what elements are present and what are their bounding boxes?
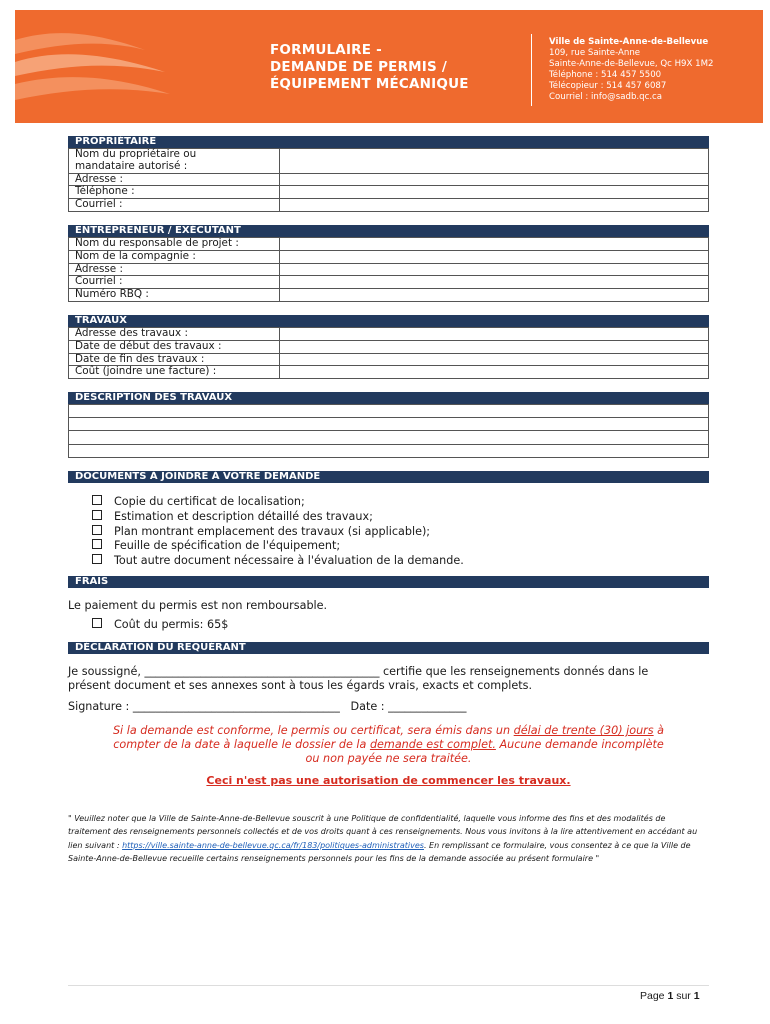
conditions-line: ou non payée ne sera traitée. (305, 752, 472, 765)
section-travaux (68, 315, 709, 379)
checkbox[interactable] (92, 525, 102, 535)
delay-emphasis: délai de trente (30) jours (513, 724, 654, 737)
checklist-label: Estimation et description détaillé des travaux; (114, 509, 373, 523)
project-manager-input[interactable] (280, 238, 709, 251)
conditions-fragment: Si la demande est conforme, le permis ou certificat, sera émis dans un (112, 724, 514, 737)
section-description (68, 392, 709, 458)
contact-line: Courriel : info@sadb.qc.ca (549, 92, 663, 102)
checklist-item (92, 494, 464, 509)
proprietaire-table (68, 148, 709, 212)
checklist-item (92, 617, 228, 632)
end-date-input[interactable] (280, 353, 709, 366)
checkbox[interactable] (92, 510, 102, 520)
description-lines (68, 404, 709, 458)
checkbox[interactable] (92, 495, 102, 505)
authorization-notice: Ceci n'est pas une autorisation de commencer les travaux. (206, 774, 571, 787)
field-label: Courriel : (69, 276, 280, 289)
section-proprietaire (68, 136, 709, 212)
page-number (640, 990, 700, 1002)
checkbox[interactable] (92, 618, 102, 628)
field-label: Date de début des travaux : (69, 340, 280, 353)
start-date-input[interactable] (280, 340, 709, 353)
field-label: Nom du responsable de projet : (69, 238, 280, 251)
checklist-item (92, 509, 464, 524)
company-name-input[interactable] (280, 250, 709, 263)
privacy-text: " Veuillez noter que la Ville de Sainte-Anne-de-Bellevue souscrit à une Politique de confidentialité, laquelle vous informe des fins et des modalités de traitement des renseignements personnels collectés et de vos droits quant à ces renseignements. Nous vous invitons à la lire attentivement en accédant au lien suivant : (68, 814, 698, 850)
signature-blank[interactable]: _____________________________________ (132, 700, 340, 713)
current-page: 1 (667, 990, 674, 1002)
checklist-label: Tout autre document nécessaire à l'évaluation de la demande. (114, 554, 464, 568)
contact-line: Sainte-Anne-de-Bellevue, Qc H9X 1M2 (549, 59, 714, 69)
declaration-text: Je soussigné, (68, 665, 145, 678)
contact-line: Télécopieur : 514 457 6087 (549, 81, 667, 91)
section-heading: DOCUMENTS À JOINDRE À VOTRE DEMANDE (68, 471, 709, 483)
field-label: Adresse : (69, 173, 280, 186)
description-line-input[interactable] (68, 445, 709, 458)
conditions-fragment: Aucune demande incomplète (495, 738, 664, 751)
section-heading: DESCRIPTION DES TRAVAUX (68, 392, 709, 404)
checklist-label: Copie du certificat de localisation; (114, 495, 305, 508)
checklist-label: Plan montrant emplacement des travaux (si applicable); (114, 524, 431, 538)
declarant-name-blank[interactable]: __________________________________________ (144, 665, 380, 678)
description-line-input[interactable] (68, 404, 709, 418)
documents-checklist (92, 494, 464, 568)
owner-address-input[interactable] (280, 173, 709, 186)
form-title (270, 42, 469, 93)
section-frais (68, 576, 709, 588)
field-label: Date de fin des travaux : (69, 353, 280, 366)
total-pages: 1 (693, 990, 700, 1002)
contact-block (549, 37, 713, 103)
privacy-text: . En remplissant ce formulaire, vous consentez à ce que la Ville de Sainte-Anne-de-Bellevue recueille certains renseignements personnels pour les fins de la demande associée au présent formulaire " (68, 840, 691, 863)
field-label: Adresse : (69, 263, 280, 276)
conditions-fragment: à (653, 724, 665, 737)
cost-input[interactable] (280, 366, 709, 379)
declaration-line-1 (68, 665, 648, 679)
field-label: Courriel : (69, 199, 280, 212)
footer-divider (68, 985, 709, 986)
section-heading: PROPRIÉTAIRE (68, 136, 709, 148)
travaux-table (68, 327, 709, 379)
conditions-line (68, 724, 709, 738)
section-documents (68, 471, 709, 483)
section-declaration (68, 642, 709, 654)
field-label: Adresse des travaux : (69, 328, 280, 341)
conditions-text (68, 724, 709, 766)
field-label: mandataire autorisé : (69, 161, 280, 173)
date-label: Date : (350, 700, 389, 713)
rbq-number-input[interactable] (280, 289, 709, 302)
description-line-input[interactable] (68, 418, 709, 431)
complete-emphasis: demande est complet. (369, 738, 496, 751)
section-entrepreneur (68, 225, 709, 302)
checklist-label: Feuille de spécification de l'équipement; (114, 539, 341, 553)
signature-label: Signature : (68, 700, 133, 713)
conditions-line (68, 738, 709, 752)
declaration-text: certifie que les renseignements donnés dans le (379, 665, 649, 678)
page-text: sur (673, 990, 694, 1002)
owner-phone-input[interactable] (280, 186, 709, 199)
checklist-item (92, 538, 464, 553)
field-label: Téléphone : (69, 186, 280, 199)
company-email-input[interactable] (280, 276, 709, 289)
owner-email-input[interactable] (280, 199, 709, 212)
section-heading: DÉCLARATION DU REQUÉRANT (68, 642, 709, 654)
signature-line (68, 700, 466, 714)
contact-line: Téléphone : 514 457 5500 (549, 70, 662, 80)
title-line: FORMULAIRE - (270, 42, 382, 58)
privacy-notice (68, 812, 708, 865)
field-label: Numéro RBQ : (69, 289, 280, 302)
declaration-line-2: présent document et ses annexes sont à tous les égards vrais, exacts et complets. (68, 679, 532, 692)
page-text: Page (640, 990, 668, 1002)
title-line: DEMANDE DE PERMIS / (270, 59, 447, 75)
checklist-item (92, 553, 464, 568)
section-heading: TRAVAUX (68, 315, 709, 327)
frais-text: Le paiement du permis est non remboursable. (68, 599, 328, 612)
conditions-fragment: compter de la date à laquelle le dossier de la (113, 738, 370, 751)
frais-checklist (92, 617, 228, 632)
work-address-input[interactable] (280, 328, 709, 341)
field-label: Coût (joindre une facture) : (69, 366, 280, 379)
privacy-policy-link[interactable]: https://ville.sainte-anne-de-bellevue.qc.ca/fr/183/politiques-administratives (122, 840, 424, 850)
title-line: ÉQUIPEMENT MÉCANIQUE (270, 76, 469, 92)
checkbox[interactable] (92, 554, 102, 564)
entrepreneur-table (68, 237, 709, 302)
field-label: Nom de la compagnie : (69, 250, 280, 263)
city-name: Ville de Sainte-Anne-de-Bellevue (549, 37, 709, 47)
header-banner (15, 10, 763, 123)
checkbox[interactable] (92, 539, 102, 549)
company-address-input[interactable] (280, 263, 709, 276)
owner-name-input[interactable] (280, 149, 709, 174)
date-blank[interactable]: ______________ (388, 700, 467, 713)
description-line-input[interactable] (68, 431, 709, 444)
field-label: Nom du propriétaire ou (69, 149, 280, 161)
section-heading: FRAIS (68, 576, 709, 588)
section-heading: ENTREPRENEUR / EXÉCUTANT (68, 225, 709, 237)
contact-line: 109, rue Sainte-Anne (549, 48, 641, 58)
permit-cost: Coût du permis: 65$ (114, 618, 229, 631)
checklist-item (92, 524, 464, 539)
header-divider (531, 34, 532, 106)
wave-logo-graphic (15, 10, 175, 123)
